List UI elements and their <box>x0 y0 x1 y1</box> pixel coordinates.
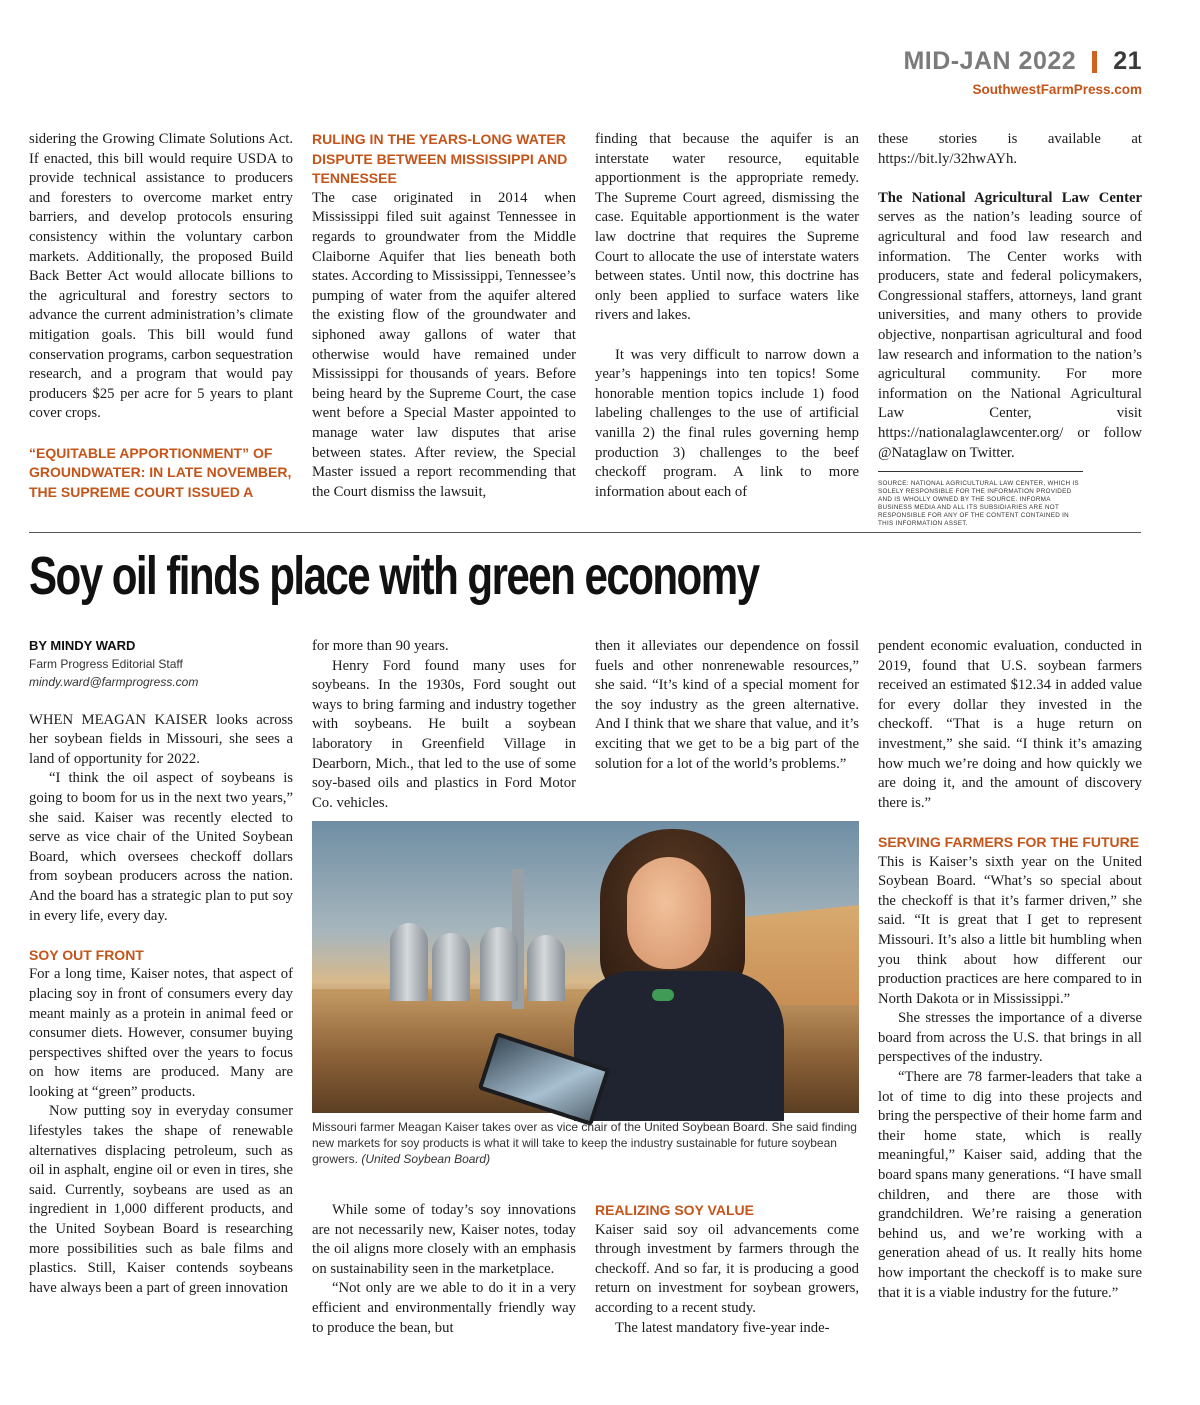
article-column-3-bottom <box>595 1201 859 1338</box>
prev-article-column-4 <box>878 130 1142 528</box>
person-body <box>574 971 784 1121</box>
author-email: mindy.ward@farmprogress.com <box>29 675 199 689</box>
grain-bin <box>432 933 470 1001</box>
paragraph: for more than 90 years. <box>312 638 449 654</box>
paragraph: these stories is available at https://bit.ly/32hwAYh. <box>878 131 1142 167</box>
paragraph: “Not only are we able to do it in a very efficient and environmentally friendly way to produce the bean, but <box>312 1280 576 1336</box>
section-heading: REALIZING SOY VALUE <box>595 1202 754 1218</box>
article-column-1 <box>29 637 293 1298</box>
article-headline: Soy oil finds place with green economy <box>29 546 759 606</box>
paragraph: “I think the oil aspect of soybeans is going to boom for us in the next two years,” she said. Kaiser was recently elected to serve as vice chair of the United Soybean Board, which oversees checkoff dollars from soybean producers across the nation. And the board has a strategic plan to put soy in every life, every day. <box>29 770 293 924</box>
grain-bin <box>480 927 518 1001</box>
article-column-3-top <box>595 637 859 774</box>
paragraph: sidering the Growing Climate Solutions Act. If enacted, this bill would require USDA to provide technical assistance to producers and foresters to overcome market entry barriers, and develop protocols ensuring consistency within the voluntary carbon markets. Additionally, the proposed Build Back Better Act would allocate billions to the agricultural and forestry sectors to advance the current administration’s climate mitigation goals. This bill would fund conservation programs, carbon sequestration research, and a program that would pay producers $25 per acre for 5 years to plant cover crops. <box>29 131 293 422</box>
paragraph: Kaiser said soy oil advancements come through investment by farmers through the checkoff. And so far, it is producing a good return on investment for soybean growers, according to a recent study. <box>595 1221 859 1316</box>
page-number: 21 <box>1113 47 1142 75</box>
paragraph: She stresses the importance of a diverse board from across the U.S. that brings in all perspectives of the industry. <box>878 1010 1142 1066</box>
org-name: The National Agricultural Law Center <box>878 189 1142 206</box>
paragraph: WHEN MEAGAN KAISER looks across her soybean fields in Missouri, she sees a land of opportunity for 2022. <box>29 711 293 767</box>
prev-article-column-3 <box>595 130 859 522</box>
paragraph: The latest mandatory five-year inde- <box>615 1319 830 1336</box>
person-face <box>627 857 711 969</box>
header-divider <box>1092 51 1097 73</box>
shirt-logo <box>652 989 674 1001</box>
section-heading: RULING IN THE YEARS-LONG WATER DISPUTE BETWEEN MISSISSIPPI AND TENNESSEE <box>312 131 568 187</box>
paragraph: finding that because the aquifer is an interstate water resource, equitable apportionment is the appropriate remedy. The Supreme Court agreed, dismissing the case. Equitable apportionment is the water law doctrine that requires the Supreme Court to allocate the use of interstate waters between states. Until now, this doctrine has only been applied to surface waters like rivers and lakes. <box>595 131 859 324</box>
paragraph: For a long time, Kaiser notes, that aspect of placing soy in front of consumers every day meant mainly as a protein in animal feed or consumer diets. However, consumer buying perspectives shifted over the years to focus on how items are produced. Many are looking at “green” products. <box>29 966 293 1100</box>
article-column-2-top <box>312 637 576 813</box>
caption-text: Missouri farmer Meagan Kaiser takes over as vice chair of the United Soybean Board. She said finding new markets for soy products is what it will take to keep the industry sustainable for future soybean growers. <box>312 1120 857 1166</box>
running-header <box>903 47 1142 97</box>
prev-article-column-2 <box>312 130 576 522</box>
paragraph: It was very difficult to narrow down a year’s happenings into ten topics! Some honorable mention topics include 1) food labeling challenges to the use of artificial vanilla 2) the final rules governing hemp production 3) challenges to the beef checkoff program. A link to more information about each of <box>595 346 859 500</box>
site-url: SouthwestFarmPress.com <box>972 82 1142 97</box>
section-heading: SERVING FARMERS FOR THE FUTURE <box>878 833 1140 850</box>
paragraph: This is Kaiser’s sixth year on the United Soybean Board. “What’s so special about the checkoff is that it’s farmer driven,” she said. “It is great that I get to represent Missouri. It’s also a little bit humbling when you think about how different our production practices are here compared to in North Dakota or in Mississippi.” <box>878 853 1142 1007</box>
paragraph: Henry Ford found many uses for soybeans. In the 1930s, Ford sought out ways to bring farming and industry together with soybeans. He built a soybean laboratory in Greenfield Village in Dearborn, Mich., that led to the use of some soy-based oils and plastics in Ford Motor Co. vehicles. <box>312 657 576 811</box>
paragraph: then it alleviates our dependence on fossil fuels and other nonrenewable resources,” she said. “It’s kind of a special moment for the soy industry as the green alternative. And I think that we share that value, and it’s exciting that we get to be a big part of the solution for a lot of the world’s problems.” <box>595 638 859 772</box>
grain-bin <box>390 923 428 1001</box>
paragraph: While some of today’s soy innovations are not necessarily new, Kaiser notes, today the oil aligns more closely with an emphasis on sustainability seen in the marketplace. <box>312 1202 576 1277</box>
issue-date: MID-JAN 2022 <box>903 47 1077 75</box>
paragraph: pendent economic evaluation, conducted in 2019, found that U.S. soybean farmers received an estimated $12.34 in added value for every dollar they invested in the checkoff. “That is a huge return on investment,” she said. “I think it’s amazing how much we’re doing and how quickly we are doing it, and the amount of discovery there is.” <box>878 638 1142 811</box>
section-divider <box>29 532 1141 533</box>
grain-bin <box>527 935 565 1001</box>
paragraph: “There are 78 farmer-leaders that take a lot of time to dig into these projects and bring the perspective of their home farm and their home state, which is really meaningful,” Kaiser said, adding that the board spans many generations. “I have small children, and there are those with grandchildren. We’re raising a generation behind us, and we’re working with a generation ahead of us. It really hits home how important the checkoff is to make sure that it is a viable industry for the future.” <box>878 1069 1142 1301</box>
section-heading: SOY OUT FRONT <box>29 946 144 963</box>
paragraph: The case originated in 2014 when Mississippi filed suit against Tennessee in regards to groundwater from the Middle Claiborne Aquifer that lies beneath both states. According to Mississippi, Tennessee’s pumping of water from the aquifer altered the existing flow of the groundwater and siphoned away gallons of water that otherwise would have remained under Mississippi for thousands of years. Before being heard by the Supreme Court, the case went before a Special Master appointed to manage water law disputes that arise between states. After review, the Special Master issued a report recommending that the Court dismiss the lawsuit, <box>312 189 576 500</box>
article-photo <box>312 821 859 1113</box>
paragraph-text: serves as the nation’s leading source of agricultural and food law research and information. The Center works with producers, state and federal policymakers, Congressional staffers, attorneys, land grant universities, and many others to provide objective, nonpartisan agricultural and food law research and information to the nation’s agricultural community. For more information on the National Agricultural Law Center, visit https://nationalaglawcenter.org/ or follow @Nataglaw on Twitter. <box>878 209 1142 461</box>
photo-credit: (United Soybean Board) <box>361 1152 491 1166</box>
paragraph: Now putting soy in everyday consumer lifestyles takes the shape of renewable alternatives displacing petroleum, such as oil in asphalt, engine oil or even in tires, she said. Currently, soybeans are used as an ingredient in 1,000 different products, and the United Soybean Board is researching more possibilities such as bale films and plastics. Still, Kaiser contends soybeans have always been a part of green innovation <box>29 1103 293 1296</box>
paragraph <box>878 189 1142 463</box>
source-note: SOURCE: NATIONAL AGRICULTURAL LAW CENTER, WHICH IS SOLELY RESPONSIBLE FOR THE INFORMATION PROVIDED AND IS WHOLLY OWNED BY THE SOURCE. INFORMA BUSINESS MEDIA AND ALL ITS SUBSIDIARIES ARE NOT RESPONSIBLE FOR ANY OF THE CONTENT CONTAINED IN THIS INFORMATION ASSET. <box>878 471 1083 528</box>
photo-caption <box>312 1119 859 1167</box>
prev-article-column-1 <box>29 130 293 522</box>
byline: BY MINDY WARD <box>29 638 136 653</box>
author-role: Farm Progress Editorial Staff <box>29 657 183 671</box>
article-column-4 <box>878 637 1142 1303</box>
section-heading: “EQUITABLE APPORTIONMENT” OF GROUNDWATER: IN LATE NOVEMBER, THE SUPREME COURT ISSUED A <box>29 444 292 500</box>
article-column-2-bottom <box>312 1201 576 1338</box>
